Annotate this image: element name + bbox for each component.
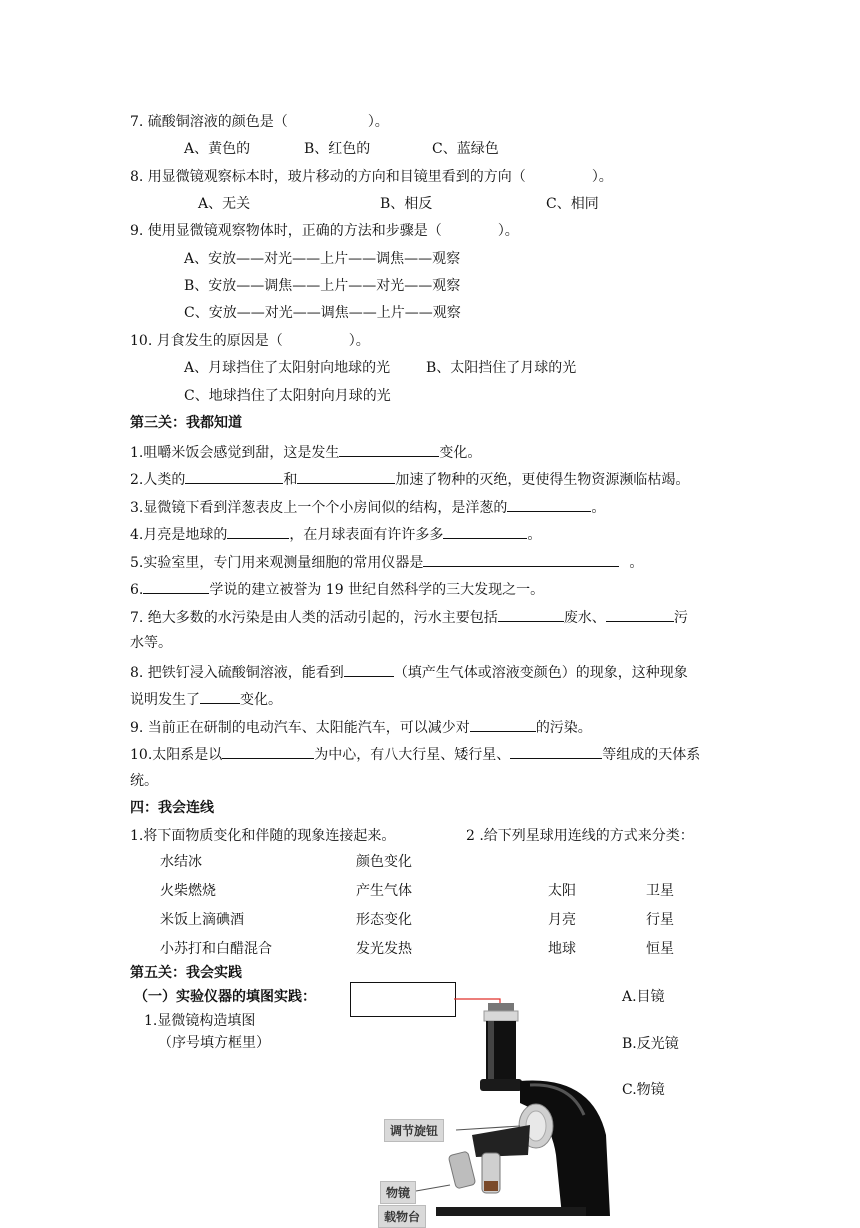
match-mid-item[interactable]: 发光发热 <box>356 941 412 957</box>
answer-blank[interactable] <box>344 661 394 677</box>
question-10-option-c: C、地球挡住了太阳射向月球的光 <box>184 388 391 404</box>
answer-blank[interactable] <box>510 743 602 759</box>
star-type-item[interactable]: 恒星 <box>646 941 674 957</box>
star-type-item[interactable]: 行星 <box>646 912 674 928</box>
answer-blank[interactable] <box>443 523 527 539</box>
section-5-subtitle: （一）实验仪器的填图实践： <box>134 989 316 1005</box>
fill-q7-cont: 水等。 <box>130 635 172 651</box>
question-9: 9. 使用显微镜观察物体时，正确的方法和步骤是（ ）。 <box>130 223 519 239</box>
part-option-a: A.目镜 <box>622 989 665 1005</box>
section-3-title: 第三关：我都知道 <box>130 415 242 431</box>
question-8-options <box>198 194 599 214</box>
fill-q9: 9. 当前正在研制的电动汽车、太阳能汽车，可以减少对 的污染。 <box>130 716 592 738</box>
label-adjust-knob: 调节旋钮 <box>384 1119 444 1142</box>
match-q2: 2 .给下列星球用连线的方式来分类： <box>466 828 694 844</box>
fill-q7: 7. 绝大多数的水污染是由人类的活动引起的，污水主要包括 废水、 污 <box>130 606 688 628</box>
match-left-item[interactable]: 米饭上滴碘酒 <box>160 912 244 928</box>
match-mid-item[interactable]: 产生气体 <box>356 883 412 899</box>
leader-line <box>416 1185 450 1191</box>
microscope-hint: （序号填方框里） <box>158 1035 270 1051</box>
match-left-item[interactable]: 火柴燃烧 <box>160 883 216 899</box>
option-c: C、蓝绿色 <box>432 141 499 157</box>
question-7-options <box>184 139 499 159</box>
star-item[interactable]: 太阳 <box>548 883 576 899</box>
option-a: A、无关 <box>198 196 251 212</box>
answer-blank[interactable] <box>297 468 395 484</box>
option-b: B、红色的 <box>304 141 371 157</box>
option-c: C、相同 <box>546 196 599 212</box>
option-b: B、相反 <box>380 196 433 212</box>
match-mid-item[interactable]: 颜色变化 <box>356 854 412 870</box>
fill-q5: 5.实验室里，专门用来观测量细胞的常用仪器是 。 <box>130 551 643 573</box>
star-item[interactable]: 地球 <box>548 941 576 957</box>
answer-blank[interactable] <box>227 523 289 539</box>
star-type-item[interactable]: 卫星 <box>646 883 674 899</box>
fill-q8-cont: 说明发生了 变化。 <box>130 688 282 710</box>
label-stage: 载物台 <box>378 1205 426 1228</box>
question-8: 8. 用显微镜观察标本时，玻片移动的方向和目镜里看到的方向（ ）。 <box>130 169 613 185</box>
answer-blank[interactable] <box>606 606 674 622</box>
fill-q1: 1.咀嚼米饭会感觉到甜，这是发生 变化。 <box>130 441 481 463</box>
match-q1: 1.将下面物质变化和伴随的现象连接起来。 <box>130 828 396 844</box>
section-5-title: 第五关：我会实践 <box>130 965 242 981</box>
fill-q10-cont: 统。 <box>130 773 158 789</box>
answer-blank[interactable] <box>222 743 314 759</box>
fill-q3: 3.显微镜下看到洋葱表皮上一个个小房间似的结构，是洋葱的 。 <box>130 496 605 518</box>
answer-blank[interactable] <box>423 551 619 567</box>
fill-q6: 6. 学说的建立被誉为 19 世纪自然科学的三大发现之一。 <box>130 578 544 600</box>
answer-blank[interactable] <box>200 688 240 704</box>
label-objective: 物镜 <box>380 1181 416 1204</box>
fill-q4: 4.月亮是地球的 ，在月球表面有许许多多 。 <box>130 523 541 545</box>
answer-blank[interactable] <box>143 578 209 594</box>
part-option-b: B.反光镜 <box>622 1036 679 1052</box>
microscope-question: 1.显微镜构造填图 <box>144 1013 256 1029</box>
answer-blank[interactable] <box>470 716 536 732</box>
question-7: 7. 硫酸铜溶液的颜色是（ ）。 <box>130 114 389 130</box>
option-b: B、太阳挡住了月球的光 <box>426 360 577 376</box>
answer-blank[interactable] <box>339 441 439 457</box>
part-option-c: C.物镜 <box>622 1082 665 1098</box>
answer-blank[interactable] <box>498 606 564 622</box>
match-left-item[interactable]: 小苏打和白醋混合 <box>160 941 272 957</box>
star-item[interactable]: 月亮 <box>548 912 576 928</box>
option-a: A、月球挡住了太阳射向地球的光 <box>184 360 391 376</box>
answer-blank[interactable] <box>507 496 591 512</box>
section-4-title: 四：我会连线 <box>130 800 214 816</box>
fill-q10: 10.太阳系是以 为中心，有八大行星、矮行星、 等组成的天体系 <box>130 743 700 765</box>
question-9-option-c: C、安放——对光——调焦——上片——观察 <box>184 305 461 321</box>
question-10-options <box>184 358 576 378</box>
question-10: 10. 月食发生的原因是（ ）。 <box>130 333 370 349</box>
fill-q8: 8. 把铁钉浸入硫酸铜溶液，能看到 （填产生气体或溶液变颜色）的现象，这种现象 <box>130 661 688 683</box>
answer-blank[interactable] <box>185 468 283 484</box>
option-a: A、黄色的 <box>184 141 251 157</box>
question-9-option-b: B、安放——调焦——上片——对光——观察 <box>184 278 461 294</box>
fill-q2: 2.人类的 和 加速了物种的灭绝，更使得生物资源濒临枯竭。 <box>130 468 689 490</box>
match-mid-item[interactable]: 形态变化 <box>356 912 412 928</box>
question-9-option-a: A、安放——对光——上片——调焦——观察 <box>184 251 461 267</box>
match-left-item[interactable]: 水结冰 <box>160 854 202 870</box>
